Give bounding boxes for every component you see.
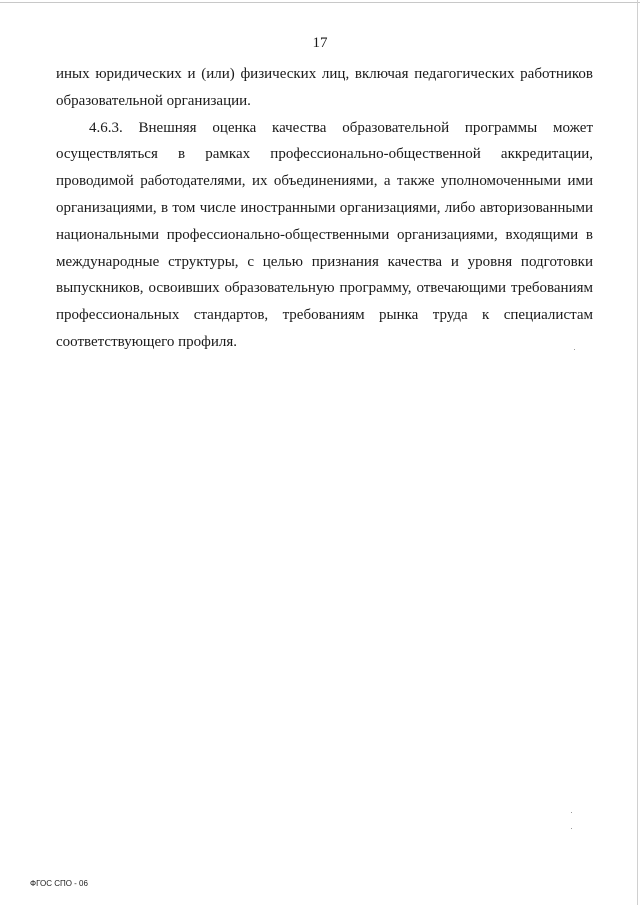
scan-speck — [571, 828, 572, 829]
text-line: выпускников, освоивших образовательную программу, отвечающими требованиям — [56, 280, 593, 297]
paragraph-1 — [56, 61, 593, 115]
footer-label: ФГОС СПО - 06 — [30, 879, 88, 888]
scan-speck — [571, 812, 572, 813]
text-line: профессиональных стандартов, требованиям рынка труда к специалистам — [56, 307, 593, 324]
text-line: образовательной организации. — [56, 92, 251, 109]
scan-speck — [574, 349, 575, 350]
body-text — [56, 61, 593, 356]
text-line: 4.6.3. Внешняя оценка качества образовательной программы может — [89, 119, 593, 136]
text-line: иных юридических и (или) физических лиц, включая педагогических работников — [56, 66, 593, 82]
text-line: проводимой работодателями, их объединениями, а также уполномоченными ими — [56, 173, 593, 190]
text-line: соответствующего профиля. — [56, 333, 238, 350]
scan-edge-right — [637, 0, 638, 905]
text-line: осуществляться в рамках профессионально-общественной аккредитации, — [56, 146, 593, 163]
page-number: 17 — [312, 35, 328, 51]
text-line: национальными профессионально-общественными организациями, входящими в — [56, 226, 593, 243]
text-line: международные структуры, с целью признания качества и уровня подготовки — [56, 253, 593, 270]
text-line: организациями, в том числе иностранными организациями, либо авторизованными — [56, 199, 593, 216]
scan-edge-top — [0, 2, 640, 3]
paragraph-4-6-3 — [56, 115, 593, 356]
